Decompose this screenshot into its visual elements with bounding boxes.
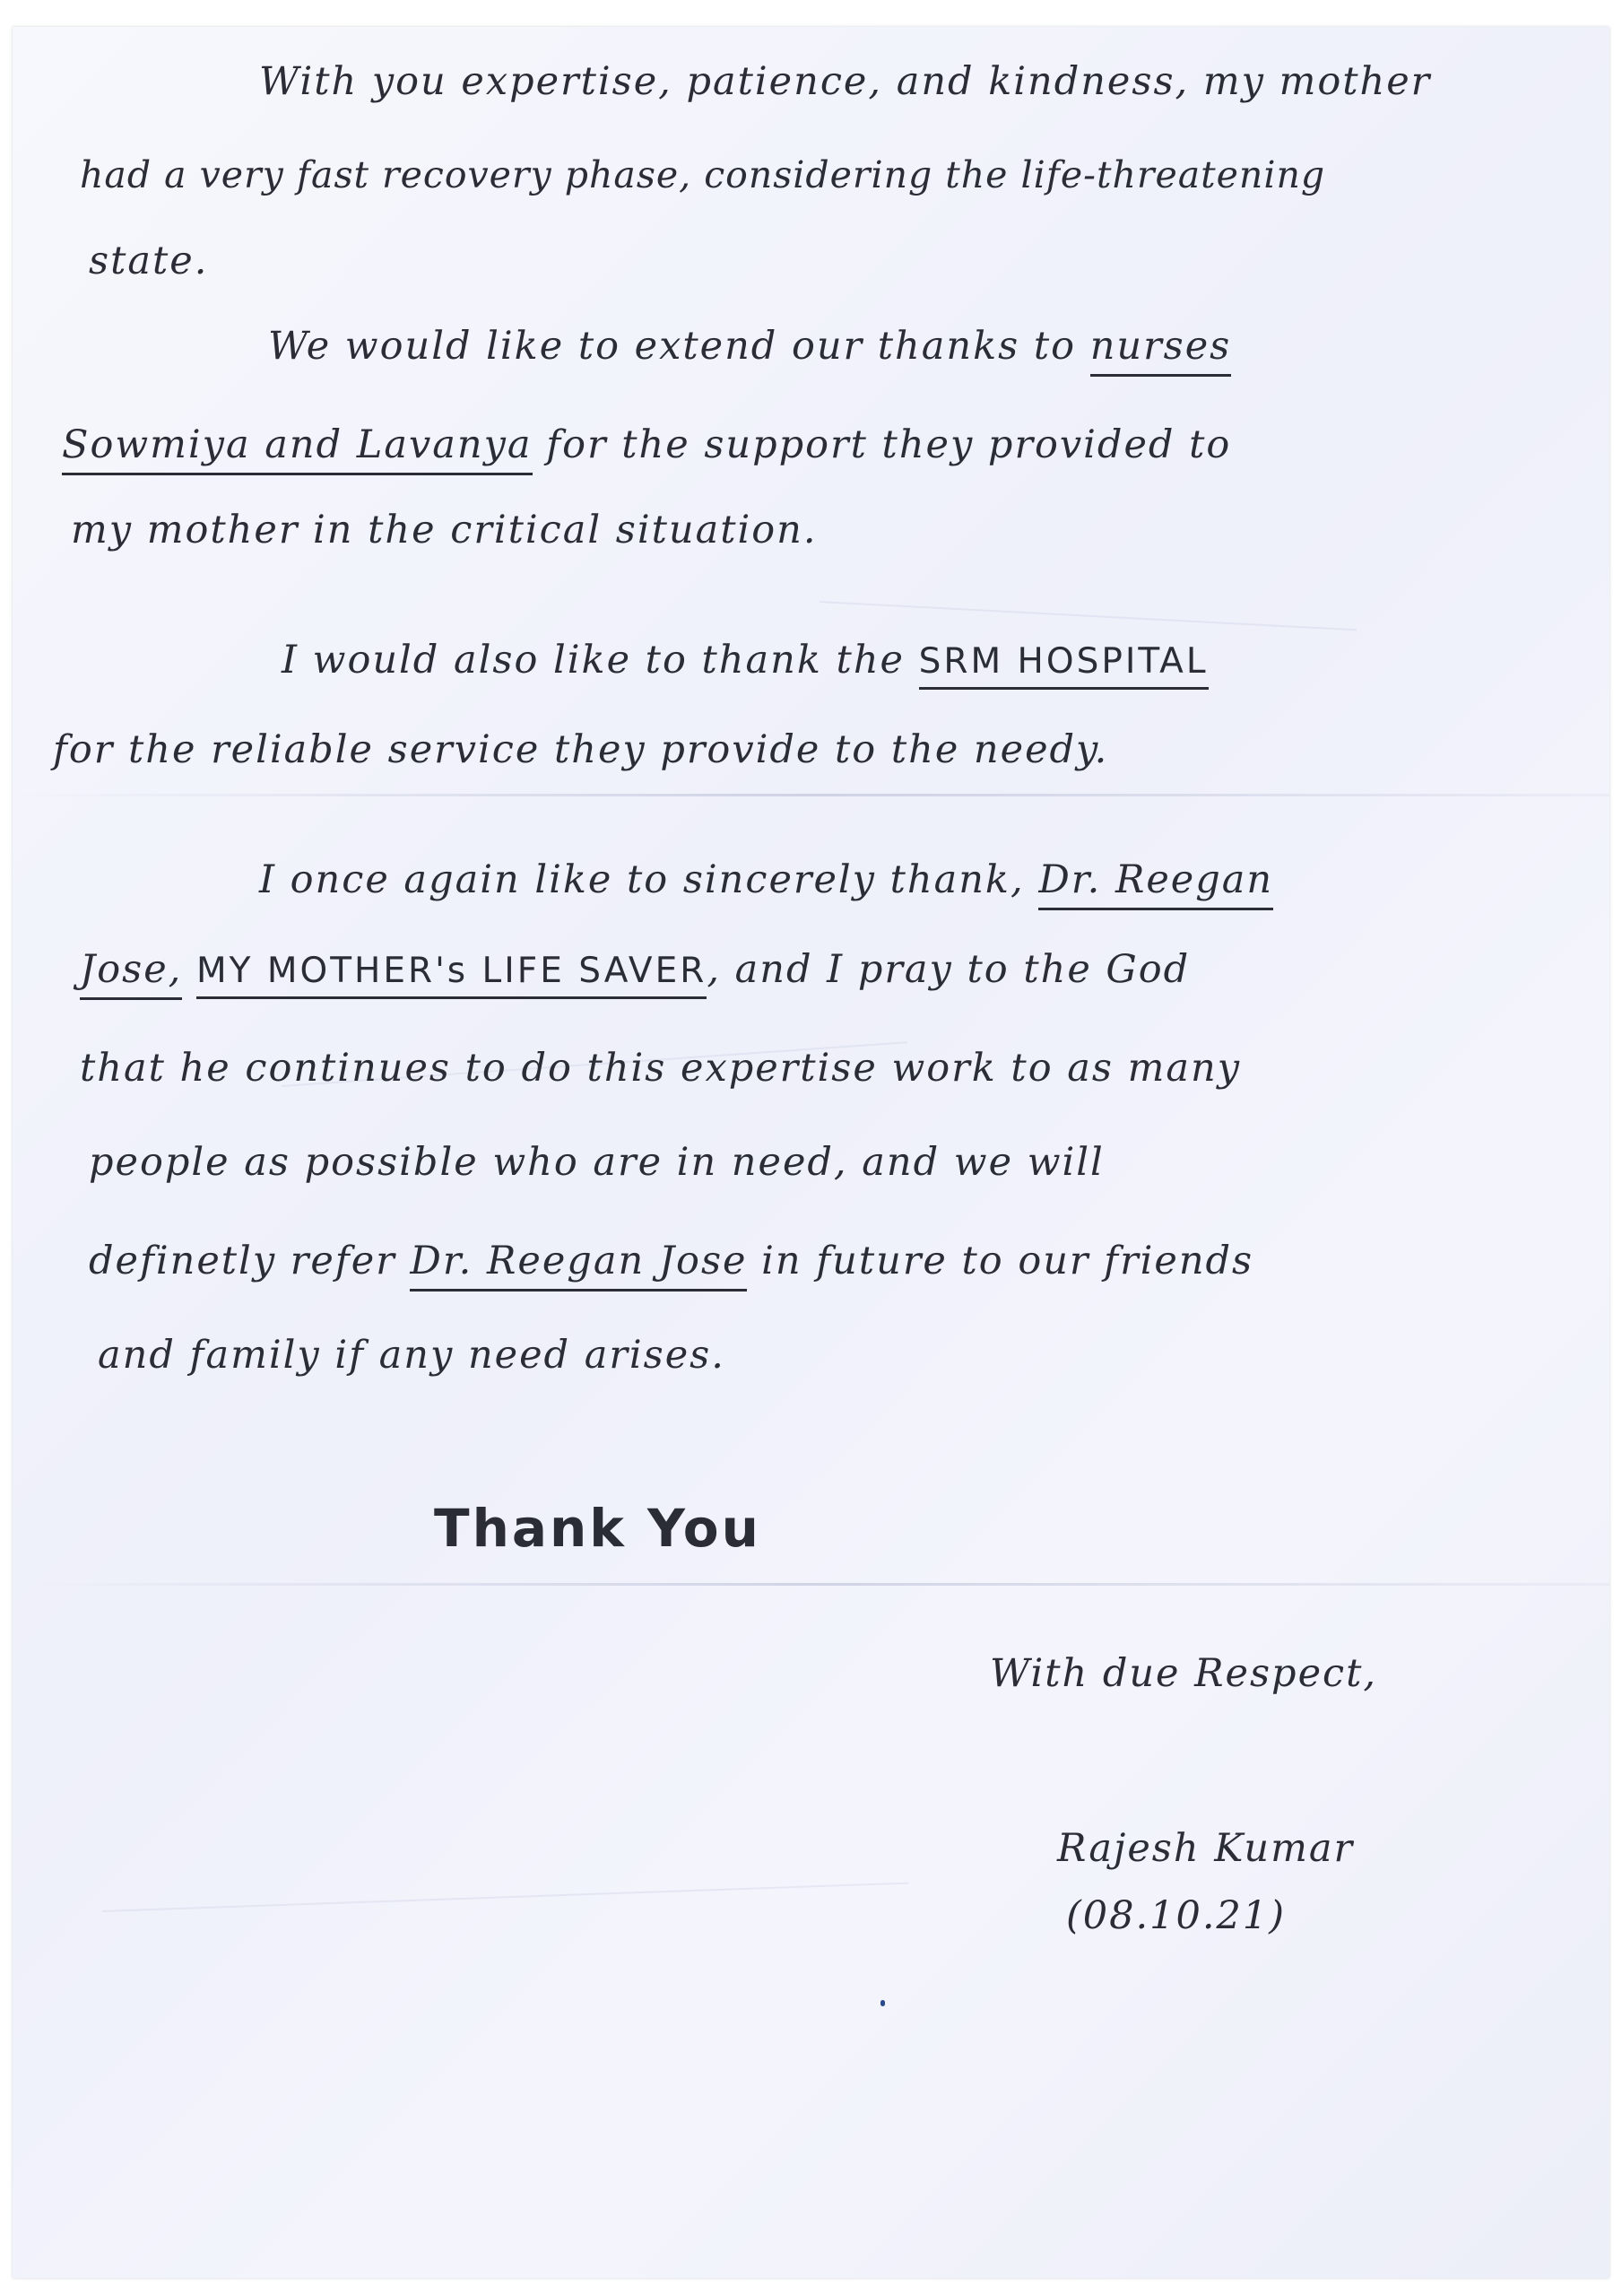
para2-line1 — [268, 324, 1232, 369]
para4-line1-text: I once again like to sincerely thank, — [259, 857, 1025, 902]
paper-crease — [102, 1883, 909, 1912]
life-saver-underlined: MY MOTHER's LIFE SAVER — [196, 951, 707, 999]
doctor-surname-underlined: Jose, — [80, 947, 182, 1000]
para1-line1: With you expertise, patience, and kindness, my mother — [259, 59, 1432, 104]
signature-name: Rajesh Kumar — [1057, 1826, 1355, 1871]
para3-line2: for the reliable service they provide to the needy. — [53, 727, 1109, 772]
para1-line2: had a very fast recovery phase, considering the life-threatening — [80, 153, 1326, 196]
para3-line1 — [282, 638, 1209, 683]
para3-line1-text: I would also like to thank the — [282, 638, 905, 683]
para2-line1-text: We would like to extend our thanks to — [268, 324, 1077, 369]
para4-line5 — [89, 1239, 1254, 1283]
para4-line4: people as possible who are in need, and we will — [89, 1140, 1105, 1185]
closing-respect: With due Respect, — [990, 1651, 1378, 1696]
letter-sheet — [13, 27, 1609, 2278]
para4-line1 — [259, 857, 1274, 902]
para4-line6: and family if any need arises. — [98, 1333, 725, 1378]
para4-line2-text: , and I pray to the God — [707, 947, 1191, 992]
para2-line2 — [62, 422, 1232, 467]
paper-crease — [820, 601, 1357, 631]
para4-line2 — [80, 947, 1191, 992]
para1-line3: state. — [89, 239, 209, 283]
nurses-underlined: nurses — [1090, 324, 1232, 377]
para4-line5-suffix: in future to our friends — [761, 1239, 1254, 1283]
para4-line3: that he continues to do this expertise work to as many — [80, 1046, 1242, 1091]
paper-fold-lower — [13, 1583, 1609, 1586]
ink-dot — [880, 2000, 885, 2006]
thank-you: Thank You — [434, 1498, 761, 1559]
doctor-name-underlined: Dr. Reegan — [1038, 857, 1273, 910]
para4-line5-text: definetly refer — [89, 1239, 396, 1283]
signature-date: (08.10.21) — [1066, 1893, 1287, 1938]
hospital-name-underlined: SRM HOSPITAL — [919, 641, 1209, 690]
para2-line2-text: for the support they provided to — [546, 422, 1232, 467]
doctor-referral-underlined: Dr. Reegan Jose — [410, 1239, 747, 1292]
nurse-names-underlined: Sowmiya and Lavanya — [62, 422, 533, 475]
paper-fold-upper — [13, 794, 1609, 796]
para2-line3: my mother in the critical situation. — [71, 508, 818, 552]
